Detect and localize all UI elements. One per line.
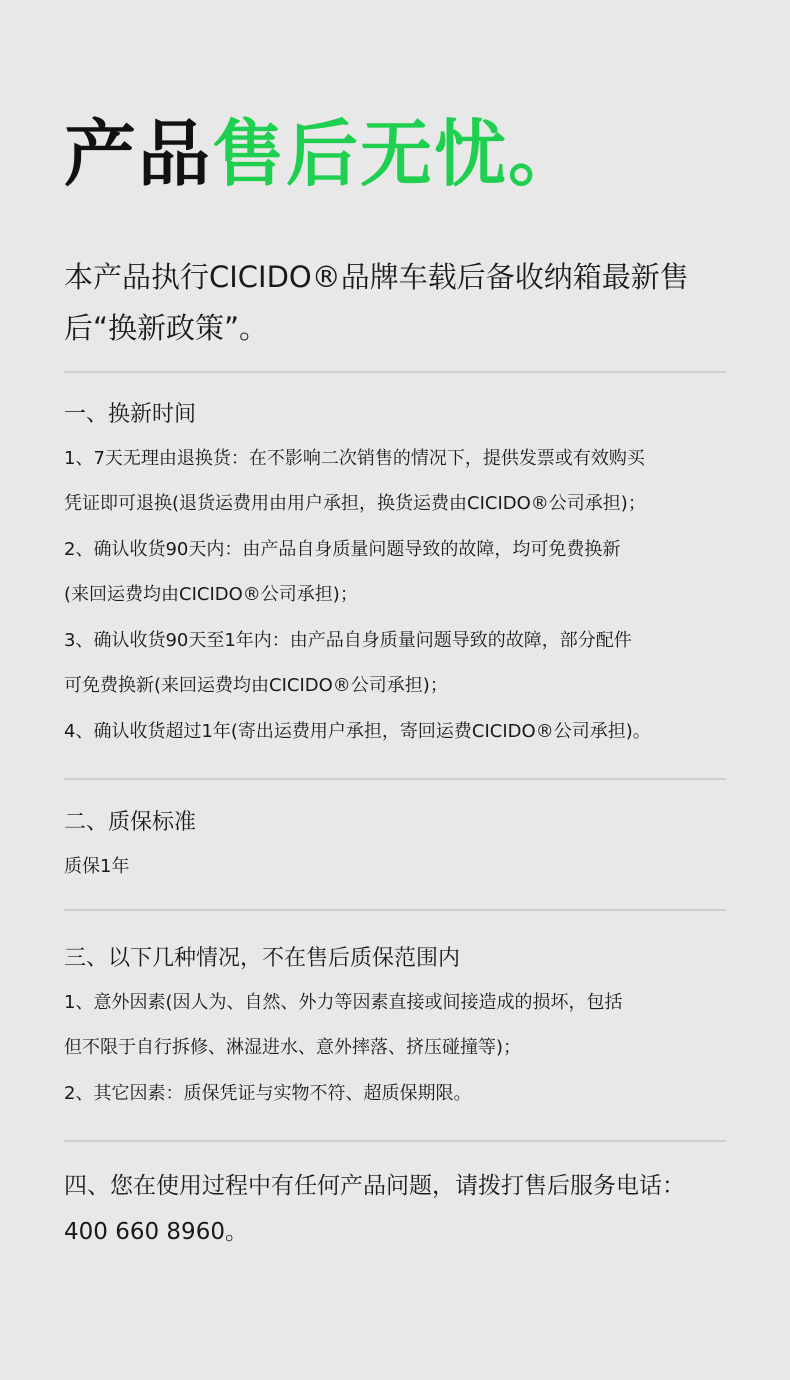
section-2-line: 质保1年: [64, 856, 130, 877]
section-1-line: 1、7天无理由退换货：在不影响二次销售的情况下，提供发票或有效购买: [64, 448, 645, 469]
headline-dark-text: 产品: [64, 112, 213, 196]
divider: [64, 371, 726, 373]
page-headline: [64, 112, 583, 196]
section-1-line: (来回运费均由CICIDO®公司承担)；: [64, 584, 358, 605]
section-3-line: 2、其它因素：质保凭证与实物不符、超质保期限。: [64, 1083, 472, 1104]
section-1-title: 一、换新时间: [64, 402, 197, 427]
section-1-line: 2、确认收货90天内：由产品自身质量问题导致的故障，均可免费换新: [64, 539, 621, 560]
section-3-line: 但不限于自行拆修、淋湿进水、意外摔落、挤压碰撞等)；: [64, 1037, 522, 1058]
divider: [64, 1140, 726, 1142]
divider: [64, 778, 726, 780]
section-2-title: 二、质保标准: [64, 810, 197, 835]
section-3-title: 三、以下几种情况，不在售后质保范围内: [64, 946, 461, 971]
section-1-line: 4、确认收货超过1年(寄出运费用户承担，寄回运费CICIDO®公司承担)。: [64, 721, 651, 742]
service-hotline-paragraph: 四、您在使用过程中有任何产品问题，请拨打售后服务电话：400 660 8960。: [64, 1173, 685, 1245]
headline-accent-text: 售后无忧。: [212, 112, 583, 196]
section-3-line: 1、意外因素(因人为、自然、外力等因素直接或间接造成的损坏，包括: [64, 992, 623, 1013]
divider: [64, 909, 726, 911]
section-1-line: 3、确认收货90天至1年内：由产品自身质量问题导致的故障，部分配件: [64, 630, 632, 651]
section-1-line: 凭证即可退换(退货运费用由用户承担，换货运费由CICIDO®公司承担)；: [64, 493, 646, 514]
section-1-line: 可免费换新(来回运费均由CICIDO®公司承担)；: [64, 675, 448, 696]
intro-paragraph: 本产品执行CICIDO®品牌车载后备收纳箱最新售后“换新政策”。: [64, 260, 689, 345]
